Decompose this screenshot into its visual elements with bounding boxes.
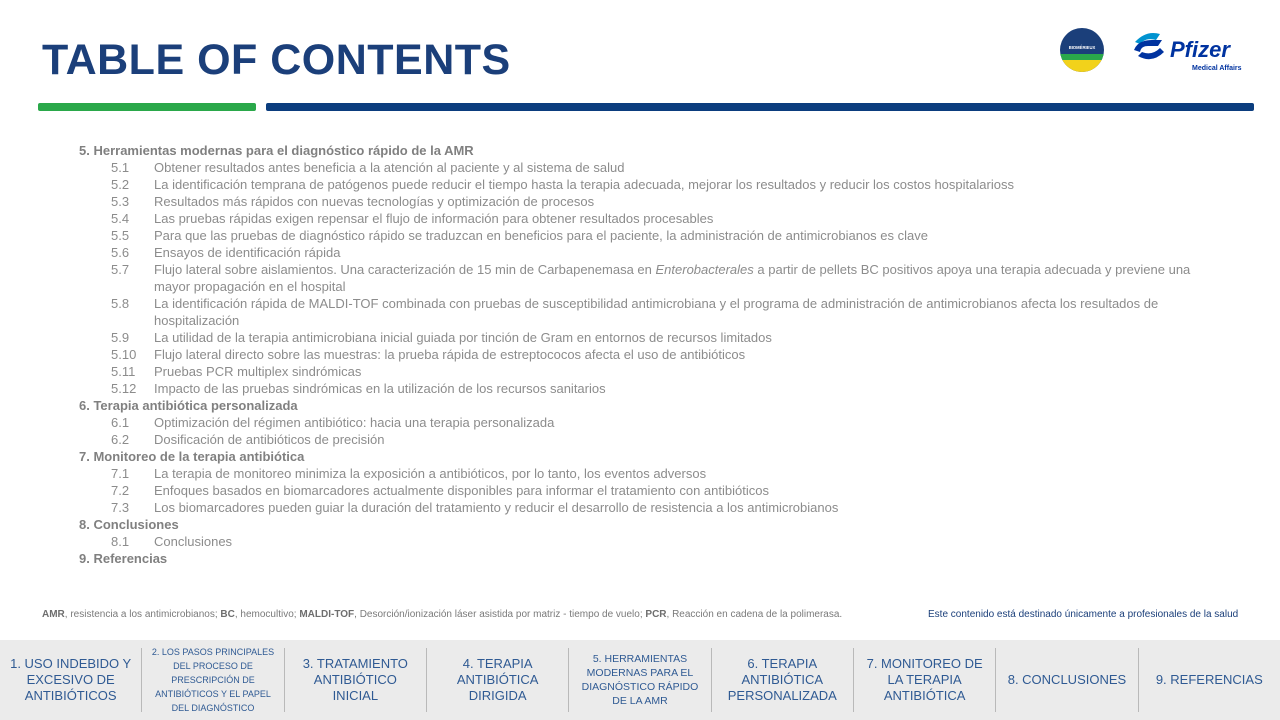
toc-item[interactable] — [79, 227, 1219, 244]
abbr-bc: BC — [220, 609, 235, 620]
toc-item-text-italic: Enterobacterales — [655, 262, 754, 277]
toc-item[interactable] — [79, 499, 1219, 516]
toc-item-text: La identificación temprana de patógenos puede reducir el tiempo hasta la terapia adecuada, mejorar los resultados y reducir los costos hospitalarioss — [154, 177, 1014, 192]
svg-text:Medical Affairs: Medical Affairs — [1192, 65, 1242, 72]
toc-item-number: 5.1 — [111, 160, 130, 175]
toc-item[interactable] — [79, 533, 1219, 550]
toc-item-text: La identificación rápida de MALDI-TOF combinada con pruebas de susceptibilidad antimicrobiana y el programa de administración de antimicrobianos afecta los resultados de hospitalización — [154, 296, 1159, 328]
toc-item-text-post: a partir de pellets BC positivos apoya una terapia adecuada y previene una mayor propagación en el hospital — [154, 262, 1191, 294]
toc-item-text: Pruebas PCR multiplex sindrómicas — [154, 364, 362, 379]
toc-item[interactable] — [79, 465, 1219, 482]
toc-item[interactable] — [79, 431, 1219, 448]
toc-item-number: 5.9 — [111, 330, 130, 345]
toc-item-text: Flujo lateral directo sobre las muestras: la prueba rápida de estreptococos afecta el uso de antibióticos — [154, 347, 746, 362]
abbr-pcr-def: , Reacción en cadena de la polimerasa. — [666, 609, 843, 620]
abbr-amr: AMR — [42, 609, 65, 620]
toc-item-number: 5.2 — [111, 177, 130, 192]
toc-item-text: Ensayos de identificación rápida — [154, 245, 341, 260]
svg-text:BIOMÉRIEUX: BIOMÉRIEUX — [1068, 45, 1096, 50]
nav-tab-6[interactable]: 6. TERAPIA ANTIBIÓTICA PERSONALIZADA — [712, 648, 854, 712]
toc-item-number: 5.7 — [111, 262, 130, 277]
toc-item-text: Enfoques basados en biomarcadores actualmente disponibles para informar el tratamiento con antibióticos — [154, 483, 769, 498]
toc-item-text: Dosificación de antibióticos de precisión — [154, 432, 385, 447]
toc-item[interactable] — [79, 193, 1219, 210]
toc-section-5[interactable]: 5. Herramientas modernas para el diagnóstico rápido de la AMR — [79, 143, 474, 158]
blue-divider — [266, 103, 1254, 111]
toc-item-number: 7.2 — [111, 483, 130, 498]
abbreviations-footnote — [42, 609, 842, 620]
toc-item-number: 7.1 — [111, 466, 130, 481]
nav-tab-3[interactable]: 3. TRATAMIENTO ANTIBIÓTICO INICIAL — [285, 648, 427, 712]
toc-item[interactable] — [79, 329, 1219, 346]
toc-item-text: La terapia de monitoreo minimiza la exposición a antibióticos, por lo tanto, los eventos adversos — [154, 466, 707, 481]
toc-section-7[interactable]: 7. Monitoreo de la terapia antibiótica — [79, 449, 305, 464]
biomerieux-logo — [1060, 28, 1104, 72]
toc-item-number: 5.4 — [111, 211, 130, 226]
toc-section-8[interactable]: 8. Conclusiones — [79, 517, 179, 532]
toc-item-text: Conclusiones — [154, 534, 233, 549]
toc-item-text — [154, 261, 1204, 295]
pfizer-logo — [1132, 28, 1254, 74]
toc-item[interactable] — [79, 346, 1219, 363]
nav-tab-7[interactable]: 7. MONITOREO DE LA TERAPIA ANTIBIÓTICA — [854, 648, 996, 712]
green-divider — [38, 103, 256, 111]
toc-item-text: Para que las pruebas de diagnóstico rápido se traduzcan en beneficios para el paciente, la administración de antimicrobianos es clave — [154, 228, 928, 243]
toc-section-9[interactable]: 9. Referencias — [79, 551, 168, 566]
page-title: TABLE OF CONTENTS — [42, 36, 511, 84]
toc-item-text: Obtener resultados antes beneficia a la atención al paciente y al sistema de salud — [154, 160, 625, 175]
nav-tab-5[interactable]: 5. HERRAMIENTAS MODERNAS PARA EL DIAGNÓSTICO RÁPIDO DE LA AMR — [569, 648, 711, 712]
toc-item[interactable] — [79, 159, 1219, 176]
toc-item[interactable] — [79, 363, 1219, 380]
toc-item-text-pre: Flujo lateral sobre aislamientos. Una caracterización de 15 min de Carbapenemasa en — [154, 262, 656, 277]
toc-item-text: Resultados más rápidos con nuevas tecnologías y optimización de procesos — [154, 194, 595, 209]
toc-item-text: La utilidad de la terapia antimicrobiana inicial guiada por tinción de Gram en entornos de recursos limitados — [154, 330, 772, 345]
table-of-contents — [79, 142, 1219, 567]
toc-item[interactable] — [79, 482, 1219, 499]
abbr-pcr: PCR — [645, 609, 667, 620]
nav-tab-8[interactable]: 8. CONCLUSIONES — [996, 648, 1138, 712]
toc-item[interactable] — [79, 380, 1219, 397]
toc-item-number: 5.6 — [111, 245, 130, 260]
nav-tab-1[interactable]: 1. USO INDEBIDO Y EXCESIVO DE ANTIBIÓTICOS — [0, 648, 142, 712]
nav-tab-9[interactable]: 9. REFERENCIAS — [1155, 672, 1263, 687]
hcp-disclaimer: Este contenido está destinado únicamente a profesionales de la salud — [928, 609, 1239, 620]
toc-item-text: Las pruebas rápidas exigen repensar el flujo de información para obtener resultados procesables — [154, 211, 714, 226]
toc-item-number: 5.3 — [111, 194, 130, 209]
toc-item-number: 5.5 — [111, 228, 130, 243]
toc-item-number: 6.2 — [111, 432, 130, 447]
toc-item[interactable] — [79, 261, 1219, 295]
toc-item-number: 7.3 — [111, 500, 130, 515]
toc-item-number: 5.10 — [111, 347, 137, 362]
toc-item[interactable] — [79, 244, 1219, 261]
toc-item-text: Optimización del régimen antibiótico: hacia una terapia personalizada — [154, 415, 555, 430]
nav-tab-4[interactable]: 4. TERAPIA ANTIBIÓTICA DIRIGIDA — [427, 648, 569, 712]
toc-section-6[interactable]: 6. Terapia antibiótica personalizada — [79, 398, 298, 413]
toc-item-number: 5.12 — [111, 381, 137, 396]
toc-item-number: 6.1 — [111, 415, 130, 430]
svg-text:Pfizer: Pfizer — [1170, 37, 1230, 62]
abbr-bc-def: , hemocultivo; — [234, 609, 300, 620]
nav-tab-2[interactable]: 2. LOS PASOS PRINCIPALES DEL PROCESO DE PRESCRIPCIÓN DE ANTIBIÓTICOS Y EL PAPEL DEL DIAGNÓSTICO — [142, 648, 284, 712]
toc-item[interactable] — [79, 176, 1219, 193]
section-navigation — [0, 640, 1280, 720]
abbr-amr-def: , resistencia a los antimicrobianos; — [64, 609, 221, 620]
toc-item[interactable] — [79, 295, 1219, 329]
toc-item-number: 5.11 — [111, 364, 136, 379]
toc-item-text: Los biomarcadores pueden guiar la duración del tratamiento y reducir el desarrollo de resistencia a los antimicrobianos — [154, 500, 839, 515]
toc-item-number: 5.8 — [111, 296, 130, 311]
toc-item[interactable] — [79, 210, 1219, 227]
abbr-maldi-def: , Desorción/ionización láser asistida por matriz - tiempo de vuelo; — [354, 609, 646, 620]
abbr-maldi: MALDI-TOF — [299, 609, 355, 620]
toc-item-number: 8.1 — [111, 534, 130, 549]
toc-item-text: Impacto de las pruebas sindrómicas en la utilización de los recursos sanitarios — [154, 381, 606, 396]
toc-item[interactable] — [79, 414, 1219, 431]
